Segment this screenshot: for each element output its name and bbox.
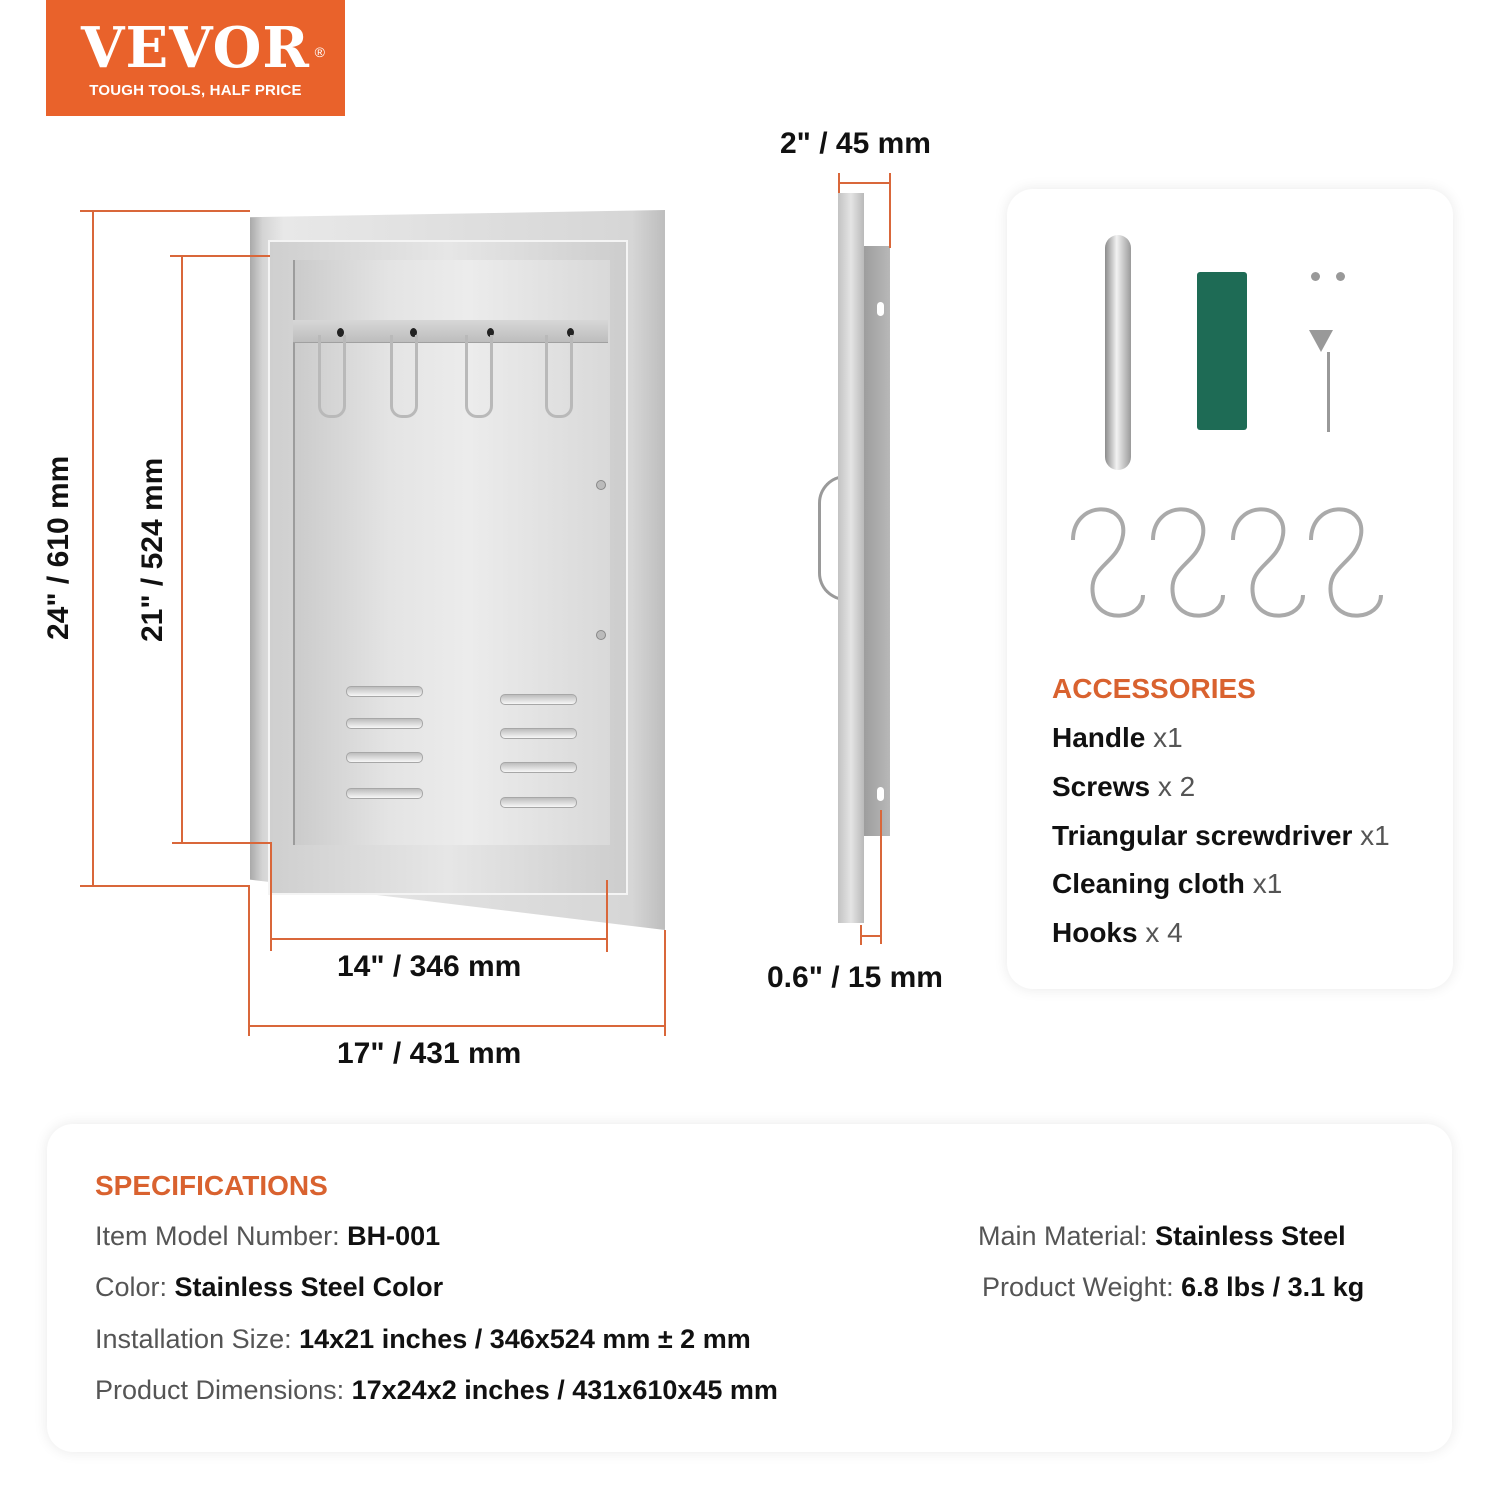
spec-product-dimensions: Product Dimensions: 17x24x2 inches / 431x610x45 mm: [95, 1375, 778, 1405]
vent-slot: [346, 686, 423, 697]
spec-color: Color: Stainless Steel Color: [95, 1272, 444, 1302]
vent-slot: [500, 728, 577, 739]
registered-mark: ®: [314, 44, 326, 60]
dim-line: [181, 255, 183, 843]
vent-slot: [346, 752, 423, 763]
cleaning-cloth-icon: [1197, 272, 1247, 430]
brand-tagline: TOUGH TOOLS, HALF PRICE: [89, 82, 302, 99]
dim-line: [172, 842, 272, 844]
triangular-screwdriver-icon: [1309, 330, 1333, 352]
spec-installation-size: Installation Size: 14x21 inches / 346x524 mm ± 2 mm: [95, 1324, 751, 1354]
specifications-title: SPECIFICATIONS: [95, 1170, 328, 1201]
dim-line: [270, 843, 272, 951]
accessory-item: Cleaning cloth x1: [1052, 868, 1283, 899]
dim-line: [80, 885, 250, 887]
vent-slot: [500, 694, 577, 705]
dim-line: [170, 255, 270, 257]
dim-line: [838, 173, 840, 193]
hanging-hook-icon: [465, 335, 493, 418]
screwdriver-shaft: [1327, 352, 1330, 432]
dim-line: [664, 930, 666, 1036]
dim-line: [248, 886, 250, 1036]
vevor-logo: [46, 0, 345, 116]
s-hook-icon: [1306, 505, 1386, 620]
mounting-slot: [877, 787, 884, 801]
spec-main-material: Main Material: Stainless Steel: [978, 1221, 1346, 1251]
dim-line: [880, 810, 882, 944]
spec-product-weight: Product Weight: 6.8 lbs / 3.1 kg: [982, 1272, 1365, 1302]
screw-icon: [596, 480, 606, 490]
dim-line: [92, 210, 94, 886]
accessory-item: Handle x1: [1052, 722, 1183, 753]
accessory-item: Hooks x 4: [1052, 917, 1183, 948]
accessory-item: Triangular screwdriver x1: [1052, 820, 1390, 851]
dim-line: [838, 182, 890, 184]
vent-slot: [346, 718, 423, 729]
s-hook-icon: [1148, 505, 1228, 620]
handle-accessory-icon: [1105, 235, 1131, 470]
screw-icon: [1311, 272, 1320, 281]
install-height-label: 21" / 524 mm: [136, 457, 169, 642]
brand-name: VEVOR: [81, 15, 310, 81]
s-hook-icon: [1228, 505, 1308, 620]
overall-height-label: 24" / 610 mm: [42, 455, 75, 640]
dim-line: [860, 935, 882, 937]
accessory-item: Screws x 2: [1052, 771, 1196, 802]
depth-label: 2" / 45 mm: [780, 127, 931, 160]
s-hook-icon: [1068, 505, 1148, 620]
side-front-edge: [838, 193, 864, 923]
vent-slot: [500, 762, 577, 773]
mounting-slot: [877, 302, 884, 316]
dim-line: [270, 938, 608, 940]
hanging-hook-icon: [318, 335, 346, 418]
dim-line: [248, 1025, 666, 1027]
overall-width-label: 17" / 431 mm: [337, 1037, 522, 1070]
dim-line: [889, 173, 891, 248]
dim-line: [80, 210, 250, 212]
vent-slot: [346, 788, 423, 799]
hanging-hook-icon: [545, 335, 573, 418]
hanging-hook-icon: [390, 335, 418, 418]
dim-line: [606, 880, 608, 952]
vent-slot: [500, 797, 577, 808]
screw-icon: [1336, 272, 1345, 281]
side-flange: [864, 246, 890, 836]
flange-label: 0.6" / 15 mm: [767, 961, 943, 994]
screw-icon: [596, 630, 606, 640]
accessories-title: ACCESSORIES: [1052, 673, 1256, 704]
install-width-label: 14" / 346 mm: [337, 950, 522, 983]
spec-model-number: Item Model Number: BH-001: [95, 1221, 441, 1251]
